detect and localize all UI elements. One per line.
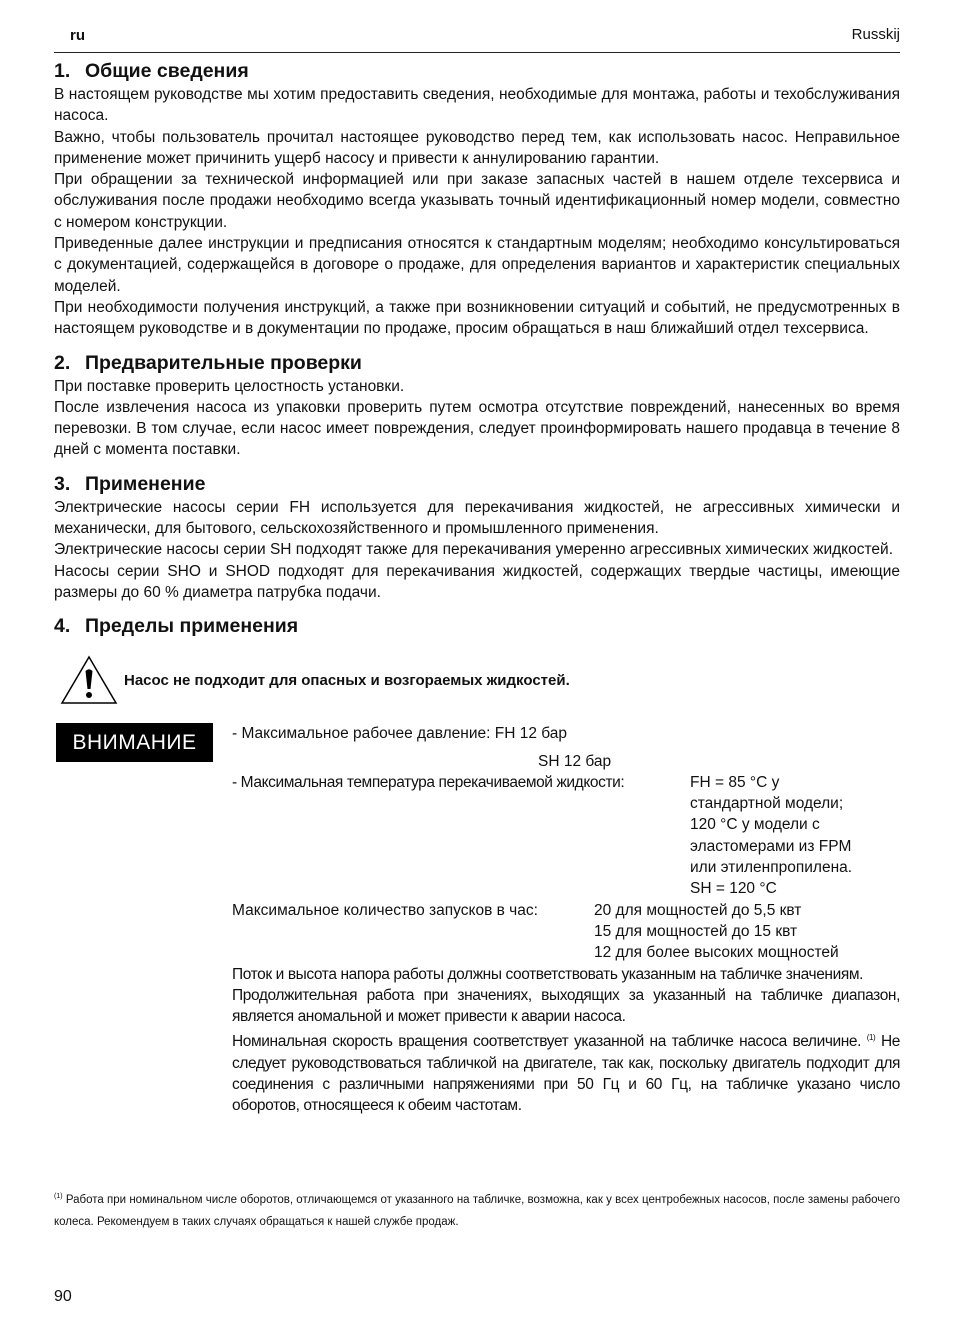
paragraph: В настоящем руководстве мы хотим предоставить сведения, необходимые для монтажа, работы и техобслуживания насоса. bbox=[54, 86, 900, 125]
temperature-row bbox=[232, 772, 900, 900]
paragraph-part: Номинальная скорость вращения соответствует указанной на табличке насоса величине. bbox=[232, 1033, 867, 1051]
starts-value-line: 20 для мощностей до 5,5 квт bbox=[594, 901, 802, 919]
paragraph: Поток и высота напора работы должны соответствовать указанным на табличке значениям. bbox=[232, 965, 864, 983]
section-title: Пределы применения bbox=[85, 615, 299, 638]
temperature-label: - Максимальная температура перекачиваемой жидкости: bbox=[232, 773, 629, 791]
footnote-mark: (1) bbox=[54, 1193, 63, 1200]
starts-value-line: 15 для мощностей до 15 квт bbox=[594, 922, 798, 940]
temperature-value-line: FH = 85 °C у bbox=[690, 773, 780, 791]
pressure-label: - Максимальное рабочее давление: bbox=[232, 725, 495, 743]
section-title: Общие сведения bbox=[85, 60, 249, 82]
attention-block bbox=[54, 723, 900, 1116]
temperature-value-line: эластомерами из FPM bbox=[690, 837, 852, 855]
warning-notice bbox=[54, 655, 900, 705]
section-application bbox=[54, 471, 900, 603]
section-heading bbox=[54, 471, 900, 497]
paragraph: После извлечения насоса из упаковки проверить путем осмотра отсутствие повреждений, нанесенных во время перевозки. В том случае, если насос имеет повреждения, следует проинформировать нашего продавца в течение 8 дней с момента поставки. bbox=[54, 398, 900, 459]
section-limits bbox=[54, 613, 900, 1116]
warning-text: Насос не подходит для опасных и возгораемых жидкостей. bbox=[124, 671, 570, 689]
temperature-value-line: стандартной модели; bbox=[690, 795, 844, 813]
paragraph bbox=[232, 1027, 900, 1116]
footnote-text: Работа при номинальном числе оборотов, отличающемся от указанного на табличке, возможна, как у всех центробежных насосов, после замены рабочего колеса. Рекомендуем в таких случаях обращаться к нашей службе продаж. bbox=[54, 1193, 900, 1228]
section-heading bbox=[54, 613, 900, 639]
section-heading bbox=[54, 58, 900, 84]
attention-content bbox=[232, 723, 900, 1116]
language-name: Russkij bbox=[851, 26, 900, 43]
section-preliminary-checks bbox=[54, 350, 900, 461]
pressure-fh-value: FH 12 бар bbox=[494, 725, 568, 743]
language-code: ru bbox=[70, 27, 85, 44]
paragraph: При обращении за технической информацией или при заказе запасных частей в нашем отделе техсервиса и обслуживания после продажи необходимо всегда указывать точный идентификационный номер модели, совместно с номером конструкции. bbox=[54, 171, 900, 231]
starts-row bbox=[232, 900, 900, 964]
footnote bbox=[54, 1186, 900, 1233]
paragraph: При необходимости получения инструкций, а также при возникновении ситуаций и событий, не предусмотренных в настоящем руководстве и в документации по продаже, просим обращаться в наш ближайший отдел техсервиса. bbox=[54, 298, 900, 338]
header-divider bbox=[54, 52, 900, 53]
page-number: 90 bbox=[54, 1288, 72, 1305]
paragraph: Насосы серии SHO и SHOD подходят для перекачивания жидкостей, содержащих твердые частицы, имеющие размеры до 60 % диаметра патрубка подачи. bbox=[54, 562, 900, 601]
section-number: 3. bbox=[54, 472, 71, 495]
temperature-value-line: SH = 120 °C bbox=[690, 880, 777, 898]
pressure-sh-value: SH 12 бар bbox=[538, 752, 612, 770]
section-title: Предварительные проверки bbox=[85, 351, 362, 374]
attention-label: ВНИМАНИЕ bbox=[56, 723, 213, 762]
paragraph: Приведенные далее инструкции и предписания относятся к стандартным моделям; необходимо консультироваться с документацией, содержащейся в договоре о продаже, для определения вариантов и характеристик специальных моделей. bbox=[54, 235, 900, 295]
paragraph: Электрические насосы серии FH используется для перекачивания жидкостей, не агрессивных химически и механически, для бытового, сельскохозяйственного и промышленного применения. bbox=[54, 498, 900, 538]
paragraph: Продолжительная работа при значениях, выходящих за указанный на табличке диапазон, является аномальной и может привести к аварии насоса. bbox=[232, 986, 900, 1026]
section-general bbox=[54, 58, 900, 340]
paragraph: Электрические насосы серии SH подходят также для перекачивания умеренно агрессивных химических жидкостей. bbox=[54, 541, 893, 559]
starts-value-line: 12 для более высоких мощностей bbox=[594, 944, 839, 962]
section-number: 1. bbox=[54, 60, 71, 82]
starts-label: Максимальное количество запусков в час: bbox=[232, 901, 543, 919]
section-number: 2. bbox=[54, 351, 71, 374]
pressure-row bbox=[232, 723, 900, 744]
temperature-value-line: или этиленпропилена. bbox=[690, 859, 853, 877]
footnote-reference: (1) bbox=[866, 1033, 876, 1043]
section-title: Применение bbox=[85, 472, 206, 495]
paragraph: Важно, чтобы пользователь прочитал настоящее руководство перед тем, как использовать насос. Неправильное применение может причинить ущерб насосу и привести к аннулированию гарантии. bbox=[54, 128, 900, 167]
starts-values bbox=[594, 900, 839, 964]
document-body bbox=[54, 58, 900, 1117]
section-number: 4. bbox=[54, 615, 71, 638]
warning-triangle-icon bbox=[60, 655, 118, 705]
temperature-values bbox=[690, 772, 852, 900]
paragraph: При поставке проверить целостность установки. bbox=[54, 377, 405, 395]
section-heading bbox=[54, 350, 900, 376]
paragraph-part: Не следует руководствоваться табличкой на двигателе, так как, поскольку двигатель подходит для соединения с различными напряжениями при 50 Гц и 60 Гц, на табличке указано число оборотов, относящееся к обеим частотам. bbox=[232, 1033, 901, 1115]
temperature-value-line: 120 °C у модели с bbox=[690, 816, 820, 834]
